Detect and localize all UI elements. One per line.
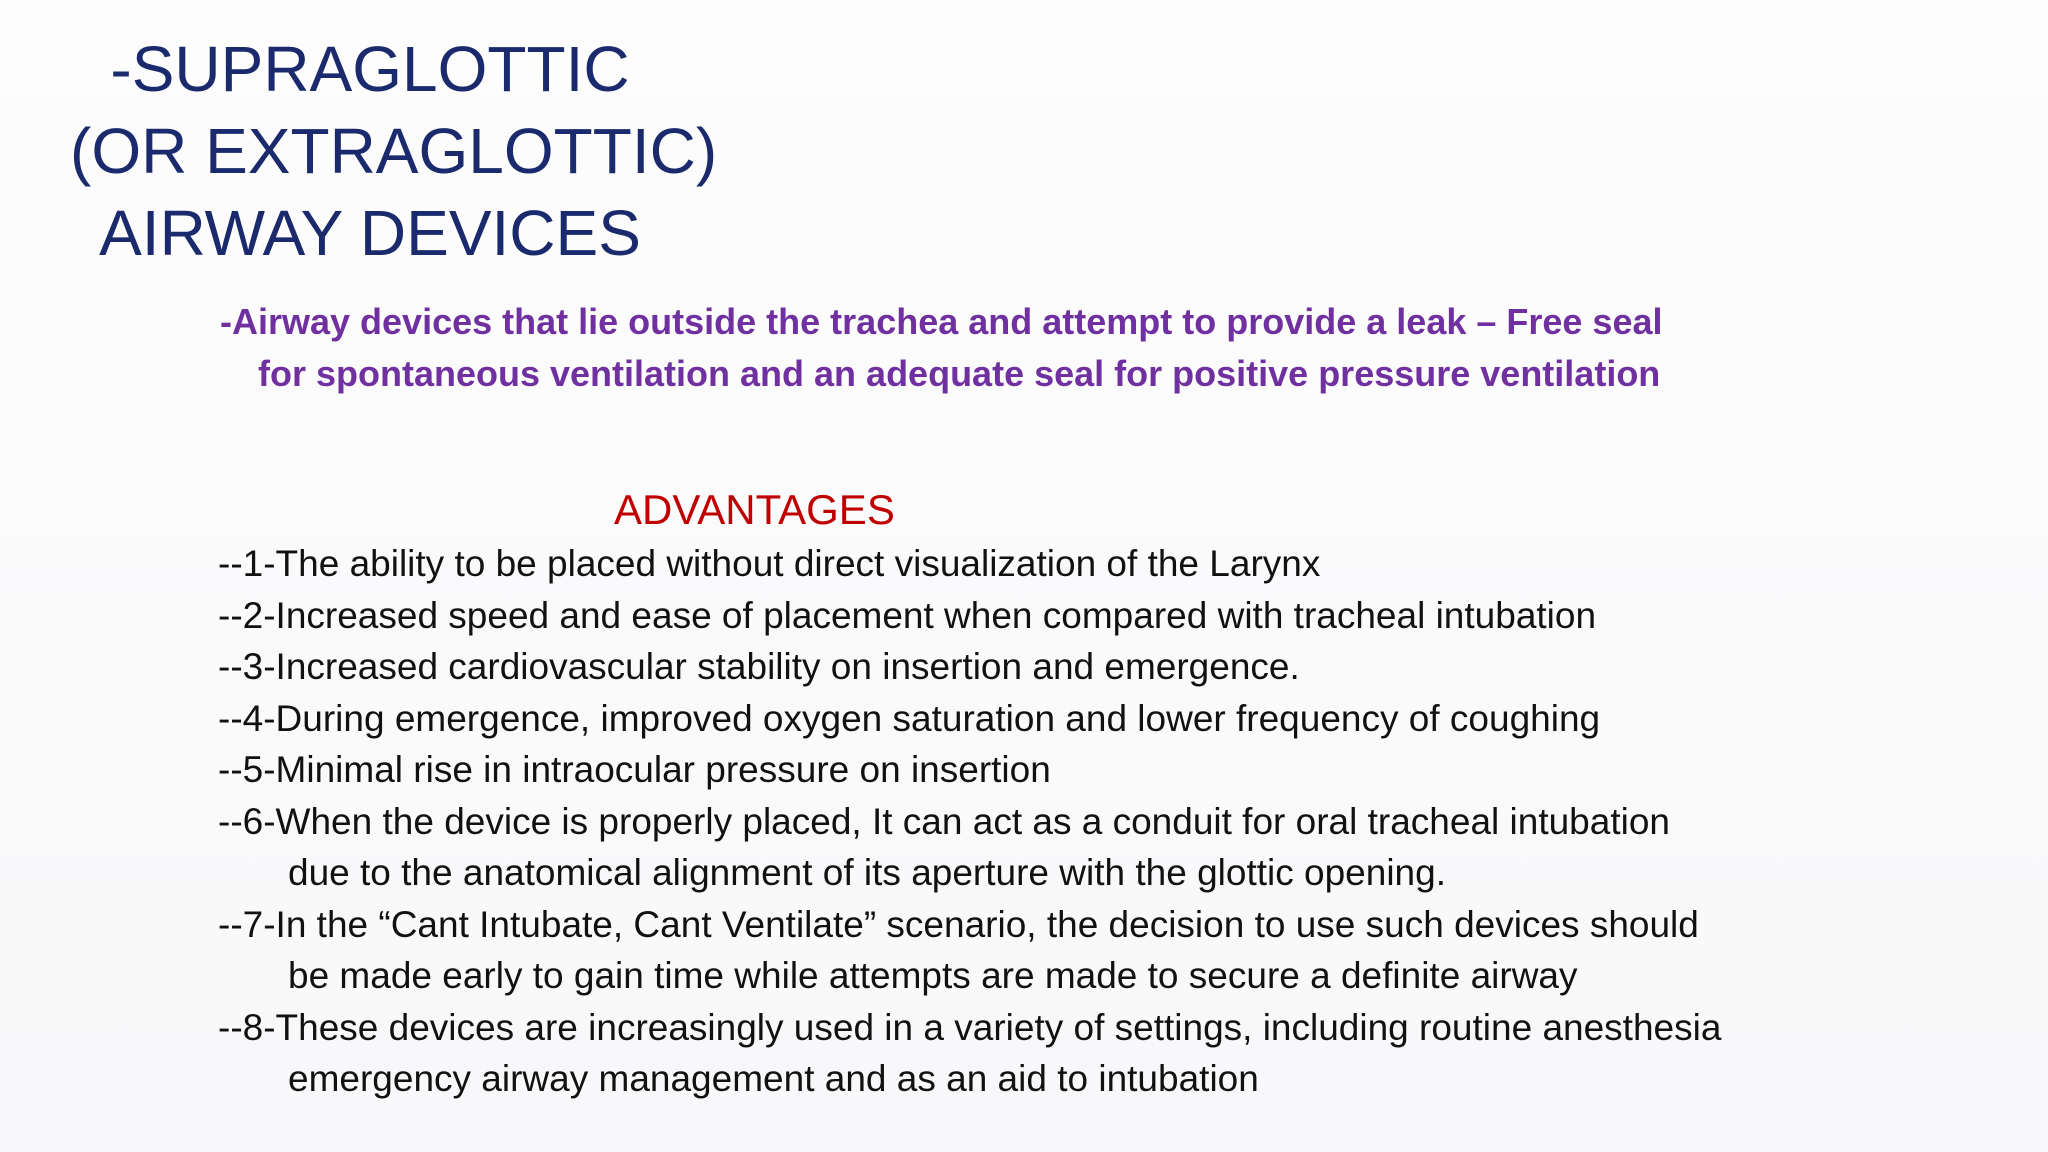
advantage-item-8 [218, 1002, 1838, 1105]
advantage-text: --5-Minimal rise in intraocular pressure on insertion [218, 749, 1051, 790]
advantage-item-1 [218, 538, 1838, 590]
title-line-3: AIRWAY DEVICES [99, 197, 641, 269]
advantage-text: --3-Increased cardiovascular stability on insertion and emergence. [218, 646, 1300, 687]
advantage-continuation: be made early to gain time while attempts are made to secure a definite airway [288, 955, 1578, 996]
slide-title [70, 28, 718, 274]
advantage-item-2 [218, 590, 1838, 642]
advantage-continuation: due to the anatomical alignment of its aperture with the glottic opening. [288, 852, 1446, 893]
advantage-text: --1-The ability to be placed without direct visualization of the Larynx [218, 543, 1321, 584]
advantages-heading: ADVANTAGES [614, 486, 895, 533]
definition-text [220, 296, 1780, 400]
advantage-item-6 [218, 796, 1838, 899]
title-line-2: (OR EXTRAGLOTTIC) [70, 115, 718, 187]
advantage-text: --6-When the device is properly placed, It can act as a conduit for oral tracheal intubation [218, 800, 1670, 842]
advantage-text: --4-During emergence, improved oxygen saturation and lower frequency of coughing [218, 697, 1601, 739]
advantage-text: --2-Increased speed and ease of placement when compared with tracheal intubation [218, 594, 1597, 636]
definition-line-2: for spontaneous ventilation and an adequate seal for positive pressure ventilation [258, 353, 1661, 394]
advantage-item-3 [218, 641, 1838, 693]
advantage-continuation: emergency airway management and as an aid to intubation [288, 1058, 1259, 1099]
definition-line-1: -Airway devices that lie outside the trachea and attempt to provide a leak – Free seal [220, 301, 1663, 342]
advantage-text: --7-In the “Cant Intubate, Cant Ventilate” scenario, the decision to use such devices should [218, 903, 1699, 945]
advantage-item-5 [218, 744, 1838, 796]
advantage-item-7 [218, 899, 1838, 1002]
advantages-list [218, 538, 1838, 1105]
title-line-1: -SUPRAGLOTTIC [110, 33, 630, 105]
advantage-item-4 [218, 693, 1838, 745]
advantage-text: --8-These devices are increasingly used in a variety of settings, including routine anesthesia [218, 1006, 1722, 1048]
